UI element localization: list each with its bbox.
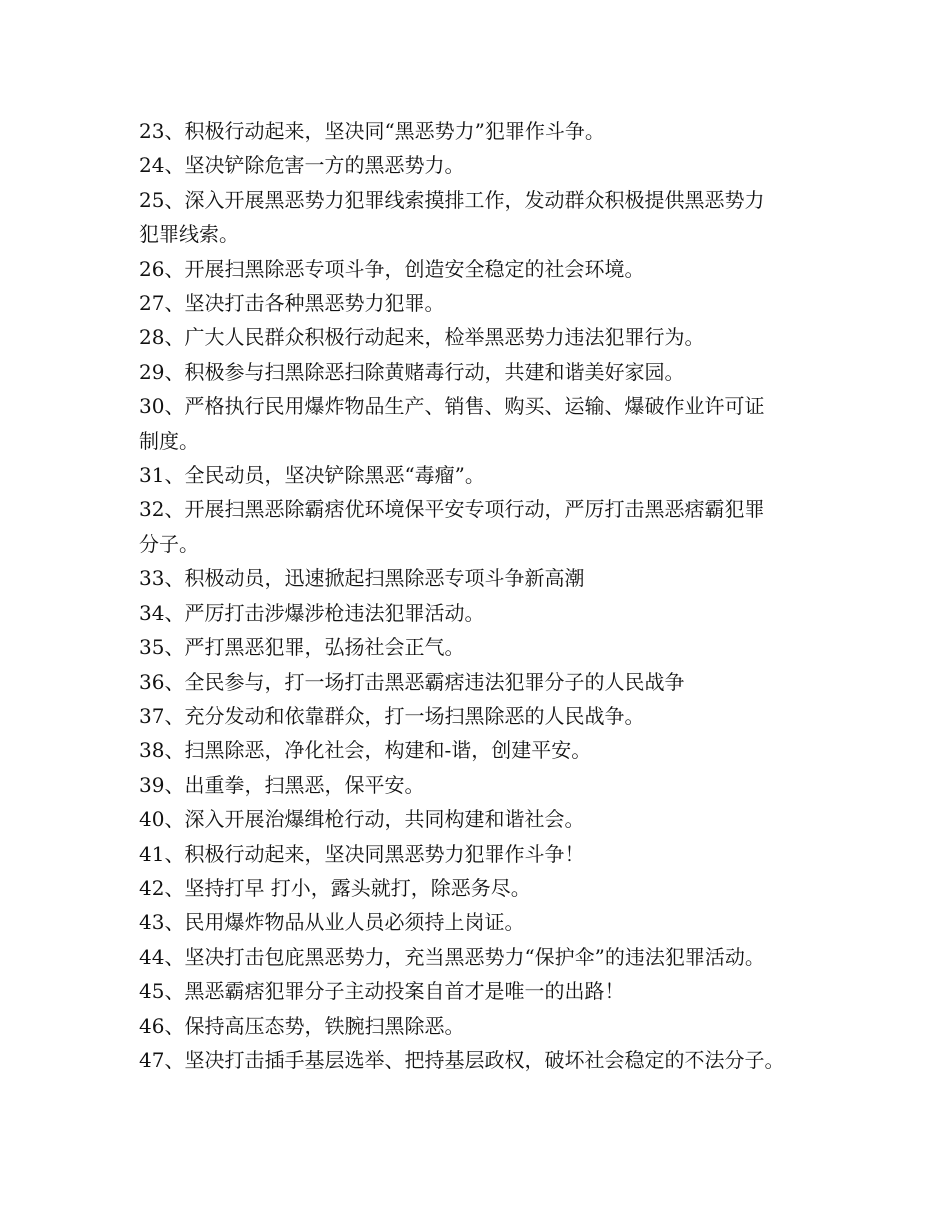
text-line: 34、严厉打击涉爆涉枪违法犯罪活动。: [139, 600, 485, 625]
text-line: 31、全民动员，坚决铲除黑恶“毒瘤”。: [139, 463, 485, 488]
text-line: 28、广大人民群众积极行动起来，检举黑恶势力违法犯罪行为。: [139, 325, 705, 350]
text-line: 39、出重拳，扫黑恶，保平安。: [139, 772, 425, 797]
text-line: 38、扫黑除恶，净化社会，构建和-谐，创建平安。: [139, 738, 592, 763]
text-line: 制度。: [139, 428, 199, 453]
text-line: 26、开展扫黑除恶专项斗争，创造安全稳定的社会环境。: [139, 256, 645, 281]
text-line: 36、全民参与，打一场打击黑恶霸痞违法犯罪分子的人民战争: [139, 669, 685, 694]
text-line: 35、严打黑恶犯罪，弘扬社会正气。: [139, 635, 465, 660]
text-line: 27、坚决打击各种黑恶势力犯罪。: [139, 291, 445, 316]
text-line: 23、积极行动起来，坚决同“黑恶势力”犯罪作斗争。: [139, 119, 605, 143]
text-line: 24、坚决铲除危害一方的黑恶势力。: [139, 153, 465, 178]
text-line: 40、深入开展治爆缉枪行动，共同构建和谐社会。: [139, 807, 585, 832]
text-line: 45、黑恶霸痞犯罪分子主动投案自首才是唯一的出路！: [139, 979, 625, 1004]
text-line: 33、积极动员，迅速掀起扫黑除恶专项斗争新高潮: [139, 566, 585, 591]
text-line: 29、积极参与扫黑除恶扫除黄赌毒行动，共建和谐美好家园。: [139, 359, 685, 384]
text-line: 46、保持高压态势，铁腕扫黑除恶。: [139, 1013, 465, 1038]
text-line: 42、坚持打早 打小，露头就打，除恶务尽。: [139, 875, 531, 900]
document-body: [139, 114, 839, 1077]
text-line: 44、坚决打击包庇黑恶势力，充当黑恶势力“保护伞”的违法犯罪活动。: [139, 944, 765, 969]
text-line: 47、坚决打击插手基层选举、把持基层政权，破坏社会稳定的不法分子。: [139, 1047, 785, 1072]
text-line: 43、民用爆炸物品从业人员必须持上岗证。: [139, 910, 525, 935]
text-line: 犯罪线索。: [139, 222, 239, 247]
text-line: 32、开展扫黑恶除霸痞优环境保平安专项行动，严厉打击黑恶痞霸犯罪: [139, 497, 765, 522]
text-line: 25、深入开展黑恶势力犯罪线索摸排工作，发动群众积极提供黑恶势力: [139, 187, 765, 212]
text-line: 分子。: [139, 531, 199, 556]
text-line: 37、充分发动和依靠群众，打一场扫黑除恶的人民战争。: [139, 703, 645, 728]
text-line: 41、积极行动起来，坚决同黑恶势力犯罪作斗争！: [139, 841, 585, 866]
text-line: 30、严格执行民用爆炸物品生产、销售、购买、运输、爆破作业许可证: [139, 394, 765, 419]
